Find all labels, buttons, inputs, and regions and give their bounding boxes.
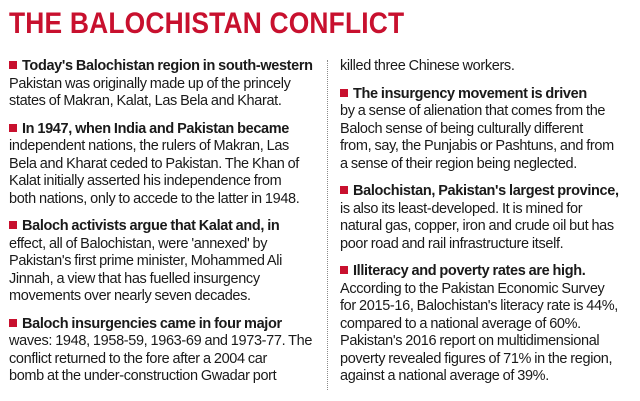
paragraph-continuation — [340, 58, 632, 76]
paragraph — [9, 58, 319, 111]
paragraph-line: movements over nearly seven decades. — [9, 288, 251, 304]
paragraph-line: bomb at the under-construction Gwadar port — [9, 368, 277, 384]
paragraph — [9, 121, 319, 209]
paragraph-line: conflict returned to the fore after a 2004 car — [9, 350, 267, 367]
paragraph-line: effect, all of Balochistan, were 'annexed' by — [9, 235, 268, 252]
paragraph-line: poor road and rail infrastructure itself. — [340, 235, 564, 252]
paragraph-line: by a sense of alienation that comes from the — [340, 103, 606, 119]
paragraph-lead: Balochistan, Pakistan's largest province, — [353, 183, 619, 199]
column-divider — [327, 60, 328, 390]
paragraph-line: waves: 1948, 1958-59, 1963-69 and 1973-77. The — [9, 333, 313, 349]
page-title: THE BALOCHISTAN CONFLICT — [9, 7, 405, 40]
paragraph-lead: In 1947, when India and Pakistan became — [22, 120, 290, 137]
paragraph-lead: Baloch activists argue that Kalat and, in — [22, 218, 280, 234]
paragraph-line: natural gas, copper, iron and crude oil but has — [340, 218, 614, 234]
paragraph — [9, 316, 319, 386]
paragraph-lead: Baloch insurgencies came in four major — [22, 315, 282, 332]
paragraph-line: Baloch sense of being culturally different — [340, 120, 583, 137]
bullet-square-icon — [9, 319, 17, 327]
paragraph-line: poverty revealed figures of 71% in the region, — [340, 350, 613, 367]
paragraph-line: Pakistan's first prime minister, Mohammed Ali — [9, 253, 282, 269]
paragraph — [340, 263, 632, 386]
paragraph-line: killed three Chinese workers. — [340, 58, 515, 74]
paragraph-line: against a national average of 39%. — [340, 368, 549, 384]
paragraph-line: Pakistan was originally made up of the princely — [9, 75, 291, 92]
paragraph-lead: Today's Balochistan region in south-western — [22, 58, 313, 74]
paragraph — [9, 218, 319, 306]
bullet-square-icon — [9, 221, 17, 229]
paragraph-line: independent nations, the rulers of Makran, Las — [9, 138, 289, 154]
paragraph — [340, 86, 632, 174]
bullet-square-icon — [340, 89, 348, 97]
paragraph-line: compared to a national average of 60%. — [340, 315, 581, 332]
paragraph-line: from, say, the Punjabis or Pashtuns, and from — [340, 138, 614, 154]
paragraph-lead: The insurgency movement is driven — [353, 85, 587, 102]
paragraph-line: Pakistan's 2016 report on multidimensional — [340, 333, 600, 349]
bullet-square-icon — [9, 61, 17, 69]
paragraph-line: is also its least-developed. It is mined for — [340, 200, 583, 217]
bullet-square-icon — [340, 266, 348, 274]
bullet-square-icon — [9, 124, 17, 132]
paragraph — [340, 183, 632, 253]
paragraph-lead: Illiteracy and poverty rates are high. — [353, 263, 586, 279]
bullet-square-icon — [340, 186, 348, 194]
paragraph-line: Bela and Kharat ceded to Pakistan. The Khan of — [9, 155, 299, 172]
left-column — [9, 58, 319, 396]
paragraph-line: a sense of their region being neglected. — [340, 155, 577, 172]
right-column — [340, 58, 632, 396]
paragraph-line: states of Makran, Kalat, Las Bela and Kharat. — [9, 93, 282, 109]
paragraph-line: for 2015-16, Balochistan's literacy rate is 44%, — [340, 298, 618, 314]
paragraph-line: According to the Pakistan Economic Survey — [340, 280, 605, 297]
paragraph-line: Kalat initially asserted his independence from — [9, 173, 282, 189]
paragraph-line: Jinnah, a view that has fuelled insurgency — [9, 270, 260, 287]
paragraph-line: both nations, only to accede to the latter in 1948. — [9, 190, 300, 207]
